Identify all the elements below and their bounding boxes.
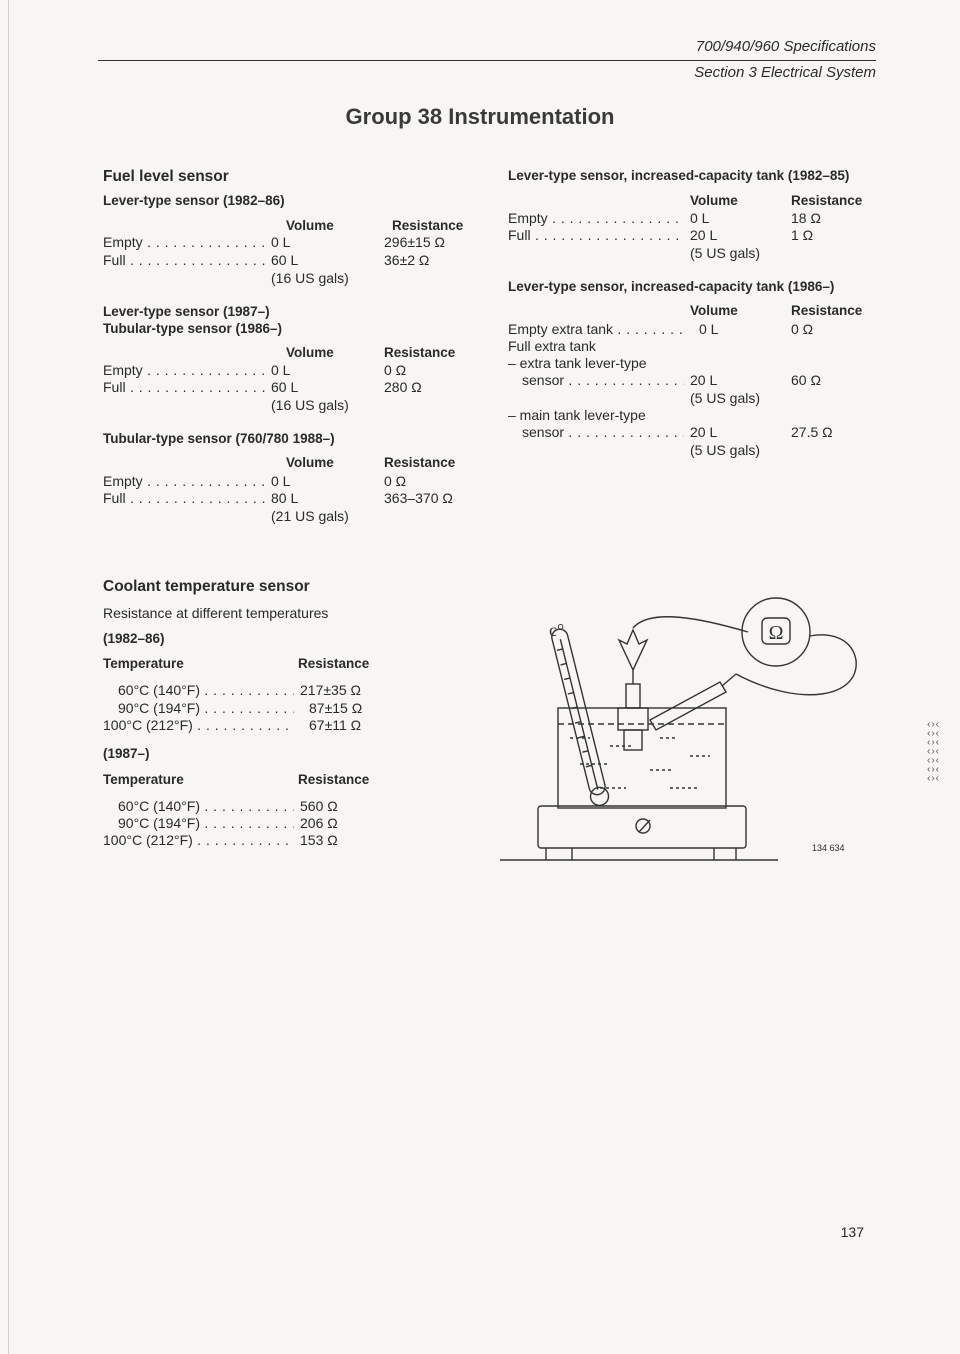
right-s2-main-lever-label: – main tank lever-type [508,407,646,423]
page-edge [8,0,9,1354]
coolant-a-row-temp: 90°C (194°F) . . . [118,700,294,716]
fuel-s3-full-resistance: 363–370 Ω [384,490,453,506]
margin-marks: ‹›‹ ‹›‹ ‹›‹ ‹›‹ ‹›‹ ‹›‹ ‹›‹ [927,719,940,784]
page-number: 137 [840,1224,864,1240]
right-s1-col-volume: Volume [690,193,738,208]
hot-plate [538,806,746,848]
coolant-a-row-temp: 60°C (140°F) . . . [118,682,294,698]
fuel-s3-empty-resistance: 0 Ω [384,473,407,489]
coolant-b-row-temp: 60°C (140°F) . . . [118,798,294,814]
fuel-s1-empty-label: Empty . . . [103,234,267,250]
right-s1-title: Lever-type sensor, increased-capacity tank (1982–85) [508,168,850,183]
right-s1-col-resistance: Resistance [791,193,863,208]
fuel-s1-empty-volume: 0 L [271,234,291,250]
coolant-a-row-res: 67±11 Ω [309,717,362,733]
coolant-a-col-temp: Temperature [103,656,184,671]
water-container [558,708,726,808]
coolant-b-col-res: Resistance [298,772,370,787]
fuel-s1-col-resistance: Resistance [392,218,464,233]
plate-knob-icon [636,819,650,833]
header-model: 700/940/960 Specifications [695,38,876,55]
wire-probe [736,635,856,695]
coolant-subtitle: Resistance at different temperatures [103,605,329,621]
celsius-label: c° [549,620,565,640]
fuel-s2-full-label: Full . . . [103,379,267,395]
right-s2-main-sensor-resistance: 27.5 Ω [791,424,833,440]
fuel-s1-empty-resistance: 296±15 Ω [384,234,445,250]
coolant-test-illustration [500,588,890,878]
alligator-clip-icon [619,630,647,670]
right-s2-full-extra-label: Full extra tank [508,338,596,354]
right-s2-title: Lever-type sensor, increased-capacity tank (1986–) [508,279,835,294]
page-title: Group 38 Instrumentation [345,104,615,129]
coolant-a-row-temp: 100°C (212°F) . . . [103,717,294,733]
fuel-s1-full-label: Full . . . [103,252,267,268]
fuel-sensor-heading: Fuel level sensor [103,168,229,185]
coolant-b-row-temp: 90°C (194°F) . . . [118,815,294,831]
sensor-nut [618,708,648,730]
ohm-symbol: Ω [768,622,784,644]
right-s2-main-sensor-volume-us: (5 US gals) [690,442,761,458]
fuel-s2-empty-resistance: 0 Ω [384,362,407,378]
coolant-a-period: (1982–86) [103,631,165,646]
fuel-s3-full-volume-us: (21 US gals) [271,508,349,524]
fuel-s2-full-volume-us: (16 US gals) [271,397,349,413]
fuel-s2-col-volume: Volume [286,345,334,360]
right-s1-full-volume-us: (5 US gals) [690,245,761,261]
fuel-s2-empty-label: Empty . . . [103,362,267,378]
fuel-s3-empty-volume: 0 L [271,473,291,489]
fuel-s2-empty-volume: 0 L [271,362,291,378]
fuel-s2-col-resistance: Resistance [384,345,456,360]
right-s2-extra-lever-label: – extra tank lever-type [508,355,647,371]
right-s2-main-sensor-label: sensor . . . [522,424,684,440]
coolant-b-row-res: 206 Ω [300,815,338,831]
fuel-s1-col-volume: Volume [286,218,334,233]
coolant-heading: Coolant temperature sensor [103,578,310,595]
header-rule [98,60,876,61]
fuel-s3-empty-label: Empty . . . [103,473,267,489]
fuel-s1-full-volume-us: (16 US gals) [271,270,349,286]
fuel-s3-col-resistance: Resistance [384,455,456,470]
fuel-s1-full-volume: 60 L [271,252,299,268]
coolant-a-row-res: 87±15 Ω [309,700,363,716]
fuel-s1-full-resistance: 36±2 Ω [384,252,430,268]
coolant-b-row-res: 560 Ω [300,798,338,814]
coolant-b-row-temp: 100°C (212°F) . . . [103,832,294,848]
right-s2-main-sensor-volume: 20 L [690,424,718,440]
right-s1-full-volume: 20 L [690,227,718,243]
right-s1-empty-resistance: 18 Ω [791,210,821,226]
coolant-b-row-res: 153 Ω [300,832,338,848]
header-section: Section 3 Electrical System [694,64,876,81]
coolant-b-period: (1987–) [103,746,150,761]
coolant-a-col-res: Resistance [298,656,370,671]
fuel-s2-title1: Lever-type sensor (1987–) [103,304,270,319]
right-s1-empty-label: Empty . . . [508,210,684,226]
right-s2-extra-sensor-label: sensor . . . [522,372,684,388]
right-s1-full-label: Full . . . [508,227,684,243]
right-s2-empty-extra-resistance: 0 Ω [791,321,814,337]
right-s2-extra-sensor-volume-us: (5 US gals) [690,390,761,406]
right-s2-extra-sensor-volume: 20 L [690,372,718,388]
figure-id: 134 634 [812,843,845,853]
right-s2-empty-extra-label: Empty extra tank . . . [508,321,684,337]
fuel-s3-title: Tubular-type sensor (760/780 1988–) [103,431,335,446]
right-s1-empty-volume: 0 L [690,210,710,226]
right-s2-empty-extra-volume: 0 L [699,321,719,337]
fuel-s2-title2: Tubular-type sensor (1986–) [103,321,283,336]
fuel-s2-full-resistance: 280 Ω [384,379,422,395]
coolant-b-col-temp: Temperature [103,772,184,787]
right-s2-col-resistance: Resistance [791,303,863,318]
probe [650,682,726,730]
fuel-s3-full-label: Full . . . [103,490,267,506]
fuel-s3-full-volume: 80 L [271,490,299,506]
coolant-a-row-res: 217±35 Ω [300,682,361,698]
right-s2-extra-sensor-resistance: 60 Ω [791,372,821,388]
fuel-s2-full-volume: 60 L [271,379,299,395]
right-s2-col-volume: Volume [690,303,738,318]
right-s1-full-resistance: 1 Ω [791,227,814,243]
fuel-s1-title: Lever-type sensor (1982–86) [103,193,285,208]
wire-sensor [633,617,748,632]
fuel-s3-col-volume: Volume [286,455,334,470]
